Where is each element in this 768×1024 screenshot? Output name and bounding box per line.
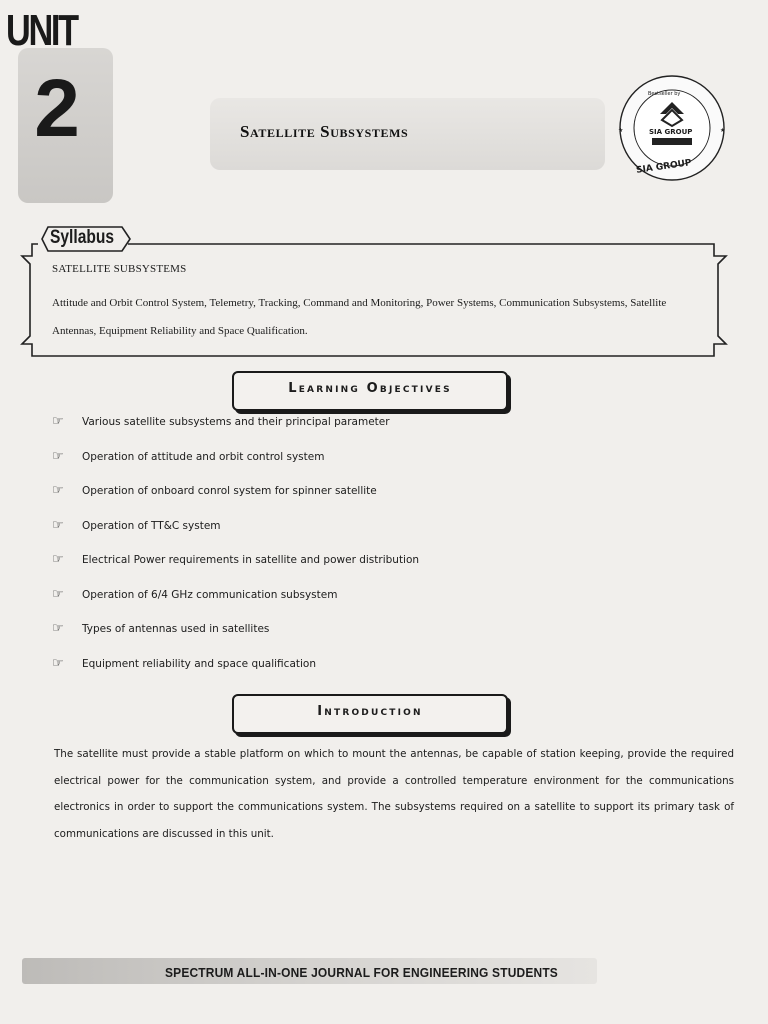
objectives-list <box>52 414 702 690</box>
footer-journal-title: SPECTRUM ALL-IN-ONE JOURNAL FOR ENGINEERING STUDENTS <box>165 965 558 980</box>
learning-objectives-heading-box <box>232 371 508 411</box>
objective-text: Equipment reliability and space qualification <box>82 657 316 670</box>
objective-text: Operation of attitude and orbit control system <box>82 450 325 463</box>
publisher-logo <box>612 74 732 182</box>
logo-bottom-text: SIA GROUP <box>635 158 693 176</box>
unit-number: 2 <box>34 63 80 154</box>
objective-text: Operation of onboard conrol system for spinner satellite <box>82 485 377 497</box>
logo-group-text: SIA GROUP <box>649 128 693 136</box>
introduction-body: The satellite must provide a stable platform on which to mount the antennas, be capable of station keeping, provide the required electrical power for the communication system, and provide a controlled temperature environment for the communications electronics in order to support the communications system. The subsystems required on a satellite to support its primary task of communications are discussed in this unit. <box>54 748 734 840</box>
svg-text:★: ★ <box>618 127 624 134</box>
list-item <box>52 518 702 553</box>
list-item <box>52 656 702 691</box>
list-item <box>52 449 702 484</box>
syllabus-tag-label: Syllabus <box>50 227 115 248</box>
list-item <box>52 587 702 622</box>
pointing-hand-icon: ☞ <box>52 655 64 671</box>
objective-text: Operation of TT&C system <box>82 519 221 532</box>
list-item <box>52 552 702 587</box>
introduction-heading: Introduction <box>317 704 423 719</box>
objective-text: Operation of 6/4 GHz communication subsystem <box>82 588 338 601</box>
pointing-hand-icon: ☞ <box>52 414 64 429</box>
objective-text: Electrical Power requirements in satellite and power distribution <box>82 554 420 566</box>
chapter-title: Satellite Subsystems <box>240 122 409 141</box>
syllabus-body: Attitude and Orbit Control System, Telemetry, Tracking, Command and Monitoring, Power Systems, Communication Subsystems, Satellite Antennas, Equipment Reliability and Space Qualification. <box>52 297 667 337</box>
pointing-hand-icon: ☞ <box>52 517 64 533</box>
pointing-hand-icon: ☞ <box>52 483 64 498</box>
pointing-hand-icon: ☞ <box>52 552 64 567</box>
pointing-hand-icon: ☞ <box>52 586 64 602</box>
objective-text: Types of antennas used in satellites <box>82 623 270 635</box>
introduction-heading-box <box>232 694 508 734</box>
learning-objectives-heading: Learning Objectives <box>288 381 452 396</box>
list-item <box>52 621 702 656</box>
unit-label: UNIT <box>6 6 77 55</box>
svg-text:★: ★ <box>720 127 726 134</box>
logo-inner-label: Bestseller by <box>648 91 681 97</box>
pointing-hand-icon: ☞ <box>52 621 64 636</box>
list-item <box>52 483 702 518</box>
pointing-hand-icon: ☞ <box>52 448 64 464</box>
syllabus-heading: SATELLITE SUBSYSTEMS <box>52 263 187 275</box>
objective-text: Various satellite subsystems and their principal parameter <box>82 416 390 428</box>
list-item <box>52 414 702 449</box>
